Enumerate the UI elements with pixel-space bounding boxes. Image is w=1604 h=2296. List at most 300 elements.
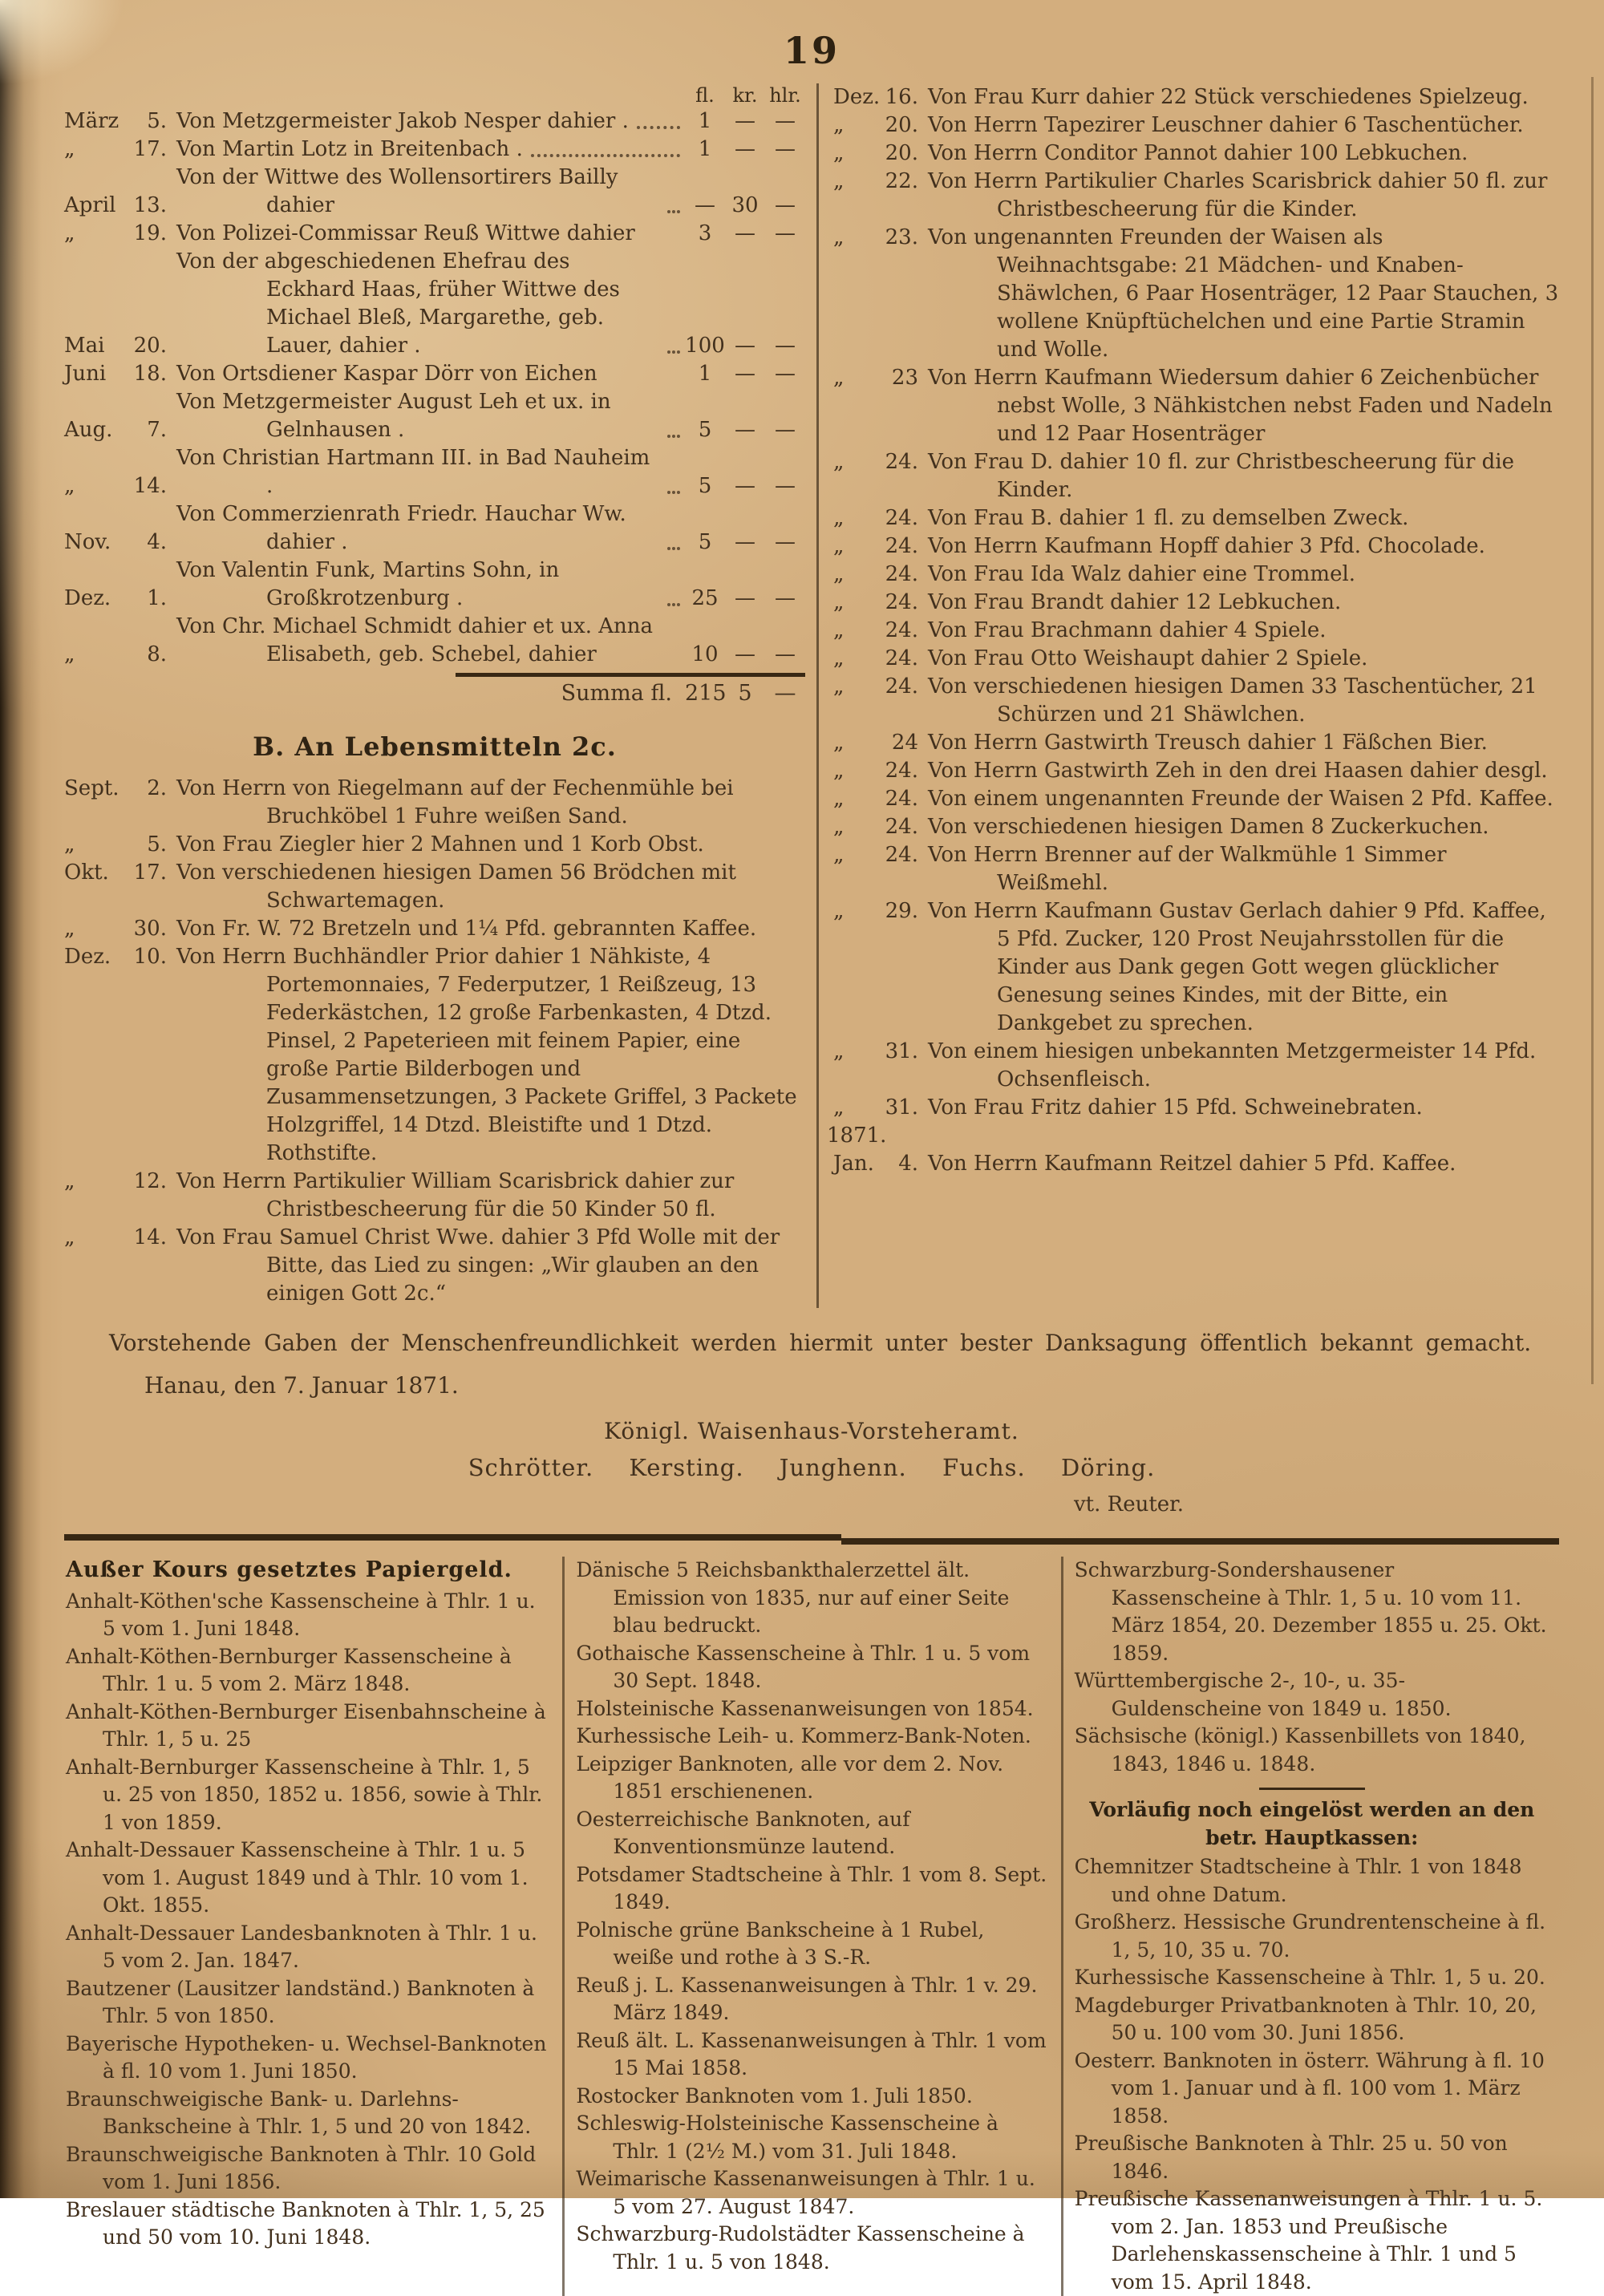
- donation-row: [64, 220, 805, 248]
- column-header-hlr: hlr.: [769, 84, 801, 107]
- paper-money-item: Reuß ält. L. Kassenanweisungen à Thlr. 1 vom 15 Mai 1858.: [576, 2028, 1047, 2079]
- donation-row: [64, 831, 805, 859]
- paper-money-item: Magdeburger Privatbanknoten à Thlr. 10, 20, 50 u. 100 vom 30. Juni 1856.: [1074, 1993, 1537, 2044]
- amount-hlr: —: [775, 418, 796, 442]
- donation-month: „: [833, 506, 845, 530]
- donation-text: Von Frau D. dahier 10 fl. zur Christbescheerung für die Kinder.: [928, 450, 1514, 502]
- donation-day: 20.: [885, 141, 918, 165]
- dot-leader: [667, 210, 680, 213]
- donation-text: Von Herrn Conditor Pannot dahier 100 Lebkuchen.: [928, 141, 1468, 165]
- section-b-title: B. An Lebensmitteln 2c.: [253, 731, 617, 762]
- donation-text: Von ungenannten Freunden der Waisen als Weihnachtsgabe: 21 Mädchen- und Knaben-Shäwlchen, 6 Paar Hosenträger, 12 Paar Stauchen, 3 wollene Knüpftüchelchen und eine Partie Stramin und Wolle.: [928, 225, 1559, 362]
- paper-money-item: Dänische 5 Reichsbankthalerzettel ält. Emission von 1835, nur auf einer Seite blau bedruckt.: [576, 1558, 1010, 1637]
- money-donation-list: [64, 107, 805, 669]
- donation-row: [833, 1150, 1559, 1178]
- donation-month: Aug.: [64, 418, 113, 442]
- paper-money-list-1: [66, 1588, 553, 2252]
- donation-month: „: [833, 366, 845, 390]
- amount-kr: —: [735, 334, 755, 358]
- donation-row: [833, 757, 1559, 785]
- donation-text: Von Herrn Partikulier William Scarisbrick dahier zur Christbescheerung für die 50 Kinder 50 fl.: [176, 1169, 735, 1221]
- donation-day: 24: [891, 731, 918, 755]
- paper-money-item: Rostocker Banknoten vom 1. Juli 1850.: [576, 2083, 973, 2108]
- donation-row: [833, 224, 1559, 364]
- donation-row: [64, 1168, 805, 1224]
- donation-month: „: [833, 562, 845, 586]
- donation-month: April: [64, 193, 116, 217]
- donation-day: 4.: [147, 530, 167, 554]
- donation-row: [833, 561, 1559, 589]
- amount-hlr: —: [775, 137, 796, 161]
- donation-amounts: [685, 416, 805, 444]
- amount-fl: 1: [698, 137, 712, 161]
- paper-money-item: Potsdamer Stadtscheine à Thlr. 1 vom 8. Sept. 1849.: [576, 1862, 1047, 1913]
- paper-money-item: Gothaische Kassenscheine à Thlr. 1 u. 5 vom 30 Sept. 1848.: [576, 1641, 1031, 1692]
- donation-month: „: [64, 474, 75, 498]
- donation-day: 7.: [147, 418, 167, 442]
- donation-month: „: [64, 917, 75, 941]
- amount-kr: 30: [731, 193, 759, 217]
- donation-day: 31.: [885, 1095, 918, 1120]
- donation-amounts: [685, 585, 805, 613]
- amount-hlr: —: [775, 642, 796, 666]
- donation-row: [833, 1038, 1559, 1094]
- amount-hlr: —: [775, 474, 796, 498]
- donation-text: Von Herrn Kaufmann Reitzel dahier 5 Pfd. Kaffee.: [928, 1152, 1456, 1176]
- donation-row-main: [64, 388, 685, 444]
- donation-text: Von Metzgermeister August Leh et ux. in Gelnhausen .: [176, 390, 611, 442]
- donation-text: Von Herrn Brenner auf der Walkmühle 1 Simmer Weißmehl.: [928, 843, 1447, 895]
- donation-day: 24.: [885, 759, 918, 783]
- paper-money-item: Sächsische (königl.) Kassenbillets von 1840, 1843, 1846 u. 1848.: [1074, 1724, 1526, 1776]
- amount-fl: 5: [698, 418, 712, 442]
- donation-text: Von Frau Ida Walz dahier eine Trommel.: [928, 562, 1356, 586]
- paper-money-item: Württembergische 2-, 10-, u. 35-Guldenscheine von 1849 u. 1850.: [1074, 1669, 1452, 1720]
- donation-row: [833, 813, 1559, 841]
- donation-month: „: [64, 137, 75, 161]
- donation-text: Von Polizei-Commissar Reuß Wittwe dahier: [176, 221, 635, 245]
- dot-leader: [667, 491, 680, 494]
- paper-money-item: Chemnitzer Stadtscheine à Thlr. 1 von 1848 und ohne Datum.: [1074, 1855, 1522, 1906]
- donation-row-main: [64, 136, 685, 164]
- donation-row: [833, 83, 1559, 111]
- donation-text: Von Herrn Gastwirth Zeh in den drei Haasen dahier desgl.: [928, 759, 1548, 783]
- countersign-line: vt. Reuter.: [1073, 1492, 1184, 1516]
- donation-text: Von Martin Lotz in Breitenbach .: [176, 137, 523, 161]
- donation-row: [833, 729, 1559, 757]
- paper-money-item: Reuß j. L. Kassenanweisungen à Thlr. 1 v. 29. März 1849.: [576, 1973, 1038, 2024]
- amount-hlr: —: [775, 530, 796, 554]
- donation-month: Dez.: [64, 945, 111, 969]
- paper-money-item: Kurhessische Leih- u. Kommerz-Bank-Noten.: [576, 1724, 1031, 1747]
- dot-leader: [667, 603, 680, 606]
- donation-month: „: [64, 642, 75, 666]
- paper-money-item: Weimarische Kassenanweisungen à Thlr. 1 u. 5 vom 27. August 1847.: [576, 2167, 1035, 2218]
- donation-row: [64, 164, 805, 220]
- amount-fl: 5: [698, 530, 712, 554]
- divider-segment-right: [841, 1538, 1559, 1545]
- donation-day: 24.: [885, 450, 918, 474]
- donation-text: Von Herrn Gastwirth Treusch dahier 1 Fäßchen Bier.: [928, 731, 1488, 755]
- donation-row: [833, 364, 1559, 448]
- donation-text: Von verschiedenen hiesigen Damen 8 Zuckerkuchen.: [928, 815, 1489, 839]
- donation-day: 5.: [147, 109, 167, 133]
- donation-month: „: [833, 225, 845, 249]
- donation-row: [833, 1094, 1559, 1122]
- donation-row: [833, 673, 1559, 729]
- donation-month: „: [833, 169, 845, 193]
- paper-money-title: Außer Kours gesetztes Papiergeld.: [66, 1557, 512, 1582]
- donation-row: [64, 1224, 805, 1308]
- donation-day: 30.: [133, 917, 167, 941]
- donation-amounts: [685, 360, 805, 388]
- donation-day: 10.: [133, 945, 167, 969]
- donation-row-main: [64, 557, 685, 613]
- paper-money-item: Polnische grüne Bankscheine à 1 Rubel, weiße und rothe à 3 S.-R.: [576, 1917, 985, 1969]
- donation-day: 31.: [885, 1039, 918, 1063]
- amount-fl: —: [695, 193, 715, 217]
- paper-money-item: Schleswig-Holsteinische Kassenscheine à Thlr. 1 (2½ M.) vom 31. Juli 1848.: [576, 2112, 998, 2163]
- donation-month: Okt.: [64, 860, 109, 885]
- donation-text: Von Commerzienrath Friedr. Hauchar Ww. dahier .: [176, 502, 626, 554]
- dot-leader: [667, 350, 680, 354]
- donation-row: [64, 388, 805, 444]
- donation-row-main: [64, 107, 685, 136]
- paper-money-col-3: [1061, 1557, 1559, 2296]
- summa-hlr: —: [774, 681, 796, 706]
- donation-day: 2.: [147, 776, 167, 800]
- paper-money-item: Preußische Kassenanweisungen à Thlr. 1 u. 5. vom 2. Jan. 1853 und Preußische Darlehenskassenscheine à Thlr. 1 und 5 vom 15. April 1848.: [1074, 2187, 1543, 2294]
- donation-row: [64, 360, 805, 388]
- donation-day: 20.: [133, 334, 167, 358]
- donation-amounts: [685, 332, 805, 360]
- amount-fl: 1: [698, 362, 712, 386]
- donation-day: 29.: [885, 899, 918, 923]
- paper-money-item: Leipziger Banknoten, alle vor dem 2. Nov. 1851 erschienenen.: [576, 1751, 1004, 1803]
- paper-money-item: Kurhessische Kassenscheine à Thlr. 1, 5 u. 20.: [1074, 1966, 1545, 1989]
- donation-month: „: [64, 221, 75, 245]
- donation-day: 22.: [885, 169, 918, 193]
- donation-day: 24.: [885, 646, 918, 670]
- donation-row: [833, 168, 1559, 224]
- donation-row: [833, 617, 1559, 645]
- paper-money-item: Schwarzburg-Rudolstädter Kassenscheine à Thlr. 1 u. 5 von 1848.: [576, 2222, 1025, 2274]
- donation-text: Von Herrn von Riegelmann auf der Fechenmühle bei Bruchköbel 1 Fuhre weißen Sand.: [176, 776, 734, 828]
- donation-row: [64, 500, 805, 557]
- donation-day: 24.: [885, 618, 918, 642]
- amount-hlr: —: [775, 334, 796, 358]
- amount-fl: 10: [691, 642, 719, 666]
- donation-text: Von Frau Kurr dahier 22 Stück verschiedenes Spielzeug.: [928, 85, 1529, 109]
- donation-month: „: [64, 1169, 75, 1193]
- donation-row-main: [64, 360, 685, 388]
- donation-month: „: [833, 787, 845, 811]
- donation-amounts: [685, 107, 805, 136]
- donation-row: [833, 532, 1559, 561]
- donation-day: 23.: [885, 225, 918, 249]
- donation-day: 14.: [133, 474, 167, 498]
- amount-kr: —: [735, 642, 755, 666]
- amount-fl: 1: [698, 109, 712, 133]
- donation-text: Von Herrn Kaufmann Wiedersum dahier 6 Zeichenbücher nebst Wolle, 3 Nähkistchen nebst Faden und Nadeln und 12 Paar Hosenträger: [928, 366, 1553, 446]
- donation-amounts: [685, 472, 805, 500]
- paper-money-col-2: [562, 1557, 1060, 2296]
- amount-hlr: —: [775, 586, 796, 610]
- paper-money-col-1: [64, 1557, 562, 2296]
- donation-row-main: [64, 613, 685, 669]
- paper-money-item: Oesterr. Banknoten in österr. Währung à fl. 10 vom 1. Januar und à fl. 100 vom 1. März 1858.: [1074, 2048, 1545, 2128]
- donation-day: 13.: [133, 193, 167, 217]
- page-number: 19: [783, 29, 840, 72]
- donation-amounts: [685, 192, 805, 220]
- donation-month: „: [833, 646, 845, 670]
- donation-row-main: [64, 220, 685, 248]
- office-line: Königl. Waisenhaus-Vorsteheramt.: [604, 1418, 1019, 1444]
- redeemable-subheading: Vorläufig noch eingelöst werden an den betr. Hauptkassen:: [1089, 1798, 1535, 1849]
- donation-row: [64, 136, 805, 164]
- donation-amounts: [685, 136, 805, 164]
- donation-text: Von Christian Hartmann III. in Bad Nauheim .: [176, 446, 650, 498]
- donation-day: 17.: [133, 860, 167, 885]
- place-date-line: Hanau, den 7. Januar 1871.: [144, 1372, 459, 1399]
- donation-text: Von Chr. Michael Schmidt dahier et ux. Anna Elisabeth, geb. Schebel, dahier: [176, 614, 654, 666]
- paper-money-item: Braunschweigische Bank- u. Darlehns-Bankscheine à Thlr. 1, 5 und 20 von 1842.: [66, 2087, 532, 2138]
- donation-month: „: [64, 832, 75, 856]
- donation-amounts: [685, 220, 805, 248]
- donation-row: [64, 444, 805, 500]
- paper-money-item: Braunschweigische Banknoten à Thlr. 10 Gold vom 1. Juni 1856.: [66, 2142, 537, 2193]
- donation-row: [64, 557, 805, 613]
- left-column: [64, 83, 816, 1308]
- donation-day: 24.: [885, 815, 918, 839]
- donation-month: „: [833, 899, 845, 923]
- donation-month: Jan.: [833, 1152, 874, 1176]
- donation-text: Von der Wittwe des Wollensortirers Bailly dahier: [176, 165, 618, 217]
- donation-row-main: [64, 500, 685, 557]
- donation-month: Dez.: [64, 586, 111, 610]
- donation-text: Von Herrn Kaufmann Hopff dahier 3 Pfd. Chocolade.: [928, 534, 1485, 558]
- amount-kr: —: [735, 530, 755, 554]
- paper-money-list-3a: [1075, 1557, 1549, 1778]
- donation-text: Von Frau Samuel Christ Wwe. dahier 3 Pfd Wolle mit der Bitte, das Lied zu singen: „Wir glauben an den einigen Gott 2c.“: [176, 1225, 780, 1306]
- donation-text: Von einem ungenannten Freunde der Waisen 2 Pfd. Kaffee.: [928, 787, 1553, 811]
- donation-month: Juni: [64, 362, 107, 386]
- donation-row: [833, 111, 1559, 140]
- amount-kr: —: [735, 137, 755, 161]
- paper-money-item: Anhalt-Dessauer Kassenscheine à Thlr. 1 u. 5 vom 1. August 1849 und à Thlr. 10 vom 1. Okt. 1855.: [66, 1838, 529, 1917]
- right-donation-list: [833, 83, 1559, 1122]
- year-marker: 1871.: [827, 1124, 887, 1148]
- donation-month: „: [833, 618, 845, 642]
- donation-text: Von Herrn Buchhändler Prior dahier 1 Nähkiste, 4 Portemonnaies, 7 Federputzer, 1 Reißzeug, 13 Federkästchen, 12 große Farbenkasten, 4 Dtzd. Pinsel, 2 Papeterieen mit feinem Papier, eine große Partie Bilderbogen und Zusammensetzungen, 3 Packete Griffel, 3 Packete Holzgriffel, 14 Dtzd. Bleistifte und 1 Dtzd. Rothstifte.: [176, 945, 797, 1165]
- donation-month: „: [833, 534, 845, 558]
- paper-money-item: Anhalt-Köthen'sche Kassenscheine à Thlr. 1 u. 5 vom 1. Juni 1848.: [66, 1589, 536, 1640]
- donation-month: „: [833, 450, 845, 474]
- amount-hlr: —: [775, 193, 796, 217]
- donation-text: Von der abgeschiedenen Ehefrau des Eckhard Haas, früher Wittwe des Michael Bleß, Margarethe, geb. Lauer, dahier .: [176, 249, 620, 358]
- donation-day: 16.: [885, 85, 918, 109]
- donation-row: [833, 140, 1559, 168]
- donation-month: „: [833, 113, 845, 137]
- amount-kr: —: [735, 474, 755, 498]
- summa-row: [64, 677, 805, 711]
- donation-month: „: [833, 141, 845, 165]
- donation-day: 24.: [885, 674, 918, 699]
- right-donation-list-1871: [833, 1150, 1559, 1178]
- donation-row: [64, 943, 805, 1168]
- section-divider-rule: [64, 1534, 1559, 1545]
- donation-day: 24.: [885, 506, 918, 530]
- signatures-line: Schrötter. Kersting. Junghenn. Fuchs. Döring.: [468, 1454, 1156, 1481]
- paper-money-item: Großherz. Hessische Grundrentenscheine à fl. 1, 5, 10, 35 u. 70.: [1074, 1910, 1546, 1962]
- donation-text: Von verschiedenen hiesigen Damen 56 Brödchen mit Schwartemagen.: [176, 860, 736, 913]
- donation-month: Mai: [64, 334, 105, 358]
- donation-text: Von Frau B. dahier 1 fl. zu demselben Zweck.: [928, 506, 1409, 530]
- donation-day: 23: [891, 366, 918, 390]
- donation-report: [64, 83, 1559, 1308]
- donation-month: „: [833, 590, 845, 614]
- paper-money-item: Bayerische Hypotheken- u. Wechsel-Banknoten à fl. 10 vom 1. Juni 1850.: [66, 2031, 547, 2083]
- dot-leader: [637, 126, 680, 129]
- paper-money-item: Anhalt-Bernburger Kassenscheine à Thlr. 1, 5 u. 25 von 1850, 1852 u. 1856, sowie à Thlr. 1 von 1859.: [66, 1755, 543, 1834]
- paper-money-notice: [64, 1557, 1559, 2296]
- donation-text: Von Frau Fritz dahier 15 Pfd. Schweinebraten.: [928, 1095, 1423, 1120]
- donation-day: 12.: [133, 1169, 167, 1193]
- donation-text: Von Frau Brachmann dahier 4 Spiele.: [928, 618, 1327, 642]
- paper-money-item: Anhalt-Köthen-Bernburger Eisenbahnscheine à Thlr. 1, 5 u. 25: [66, 1699, 546, 1751]
- amount-column-headers: [64, 83, 805, 107]
- amount-hlr: —: [775, 109, 796, 133]
- donation-day: 19.: [133, 221, 167, 245]
- paper-money-list-3b: [1075, 1853, 1549, 2296]
- donation-month: „: [833, 759, 845, 783]
- amount-kr: —: [735, 418, 755, 442]
- paper-money-item: Oesterreichische Banknoten, auf Konventionsmünze lautend.: [576, 1807, 910, 1858]
- summa-kr: 5: [738, 681, 752, 706]
- donation-month: „: [833, 731, 845, 755]
- amount-fl: 25: [691, 586, 719, 610]
- amount-kr: —: [735, 109, 755, 133]
- dot-leader: [667, 547, 680, 550]
- amount-fl: 5: [698, 474, 712, 498]
- donation-row-main: [64, 444, 685, 500]
- amount-kr: —: [735, 221, 755, 245]
- donation-row: [833, 589, 1559, 617]
- donation-row-main: [64, 164, 685, 220]
- paper-money-item: Holsteinische Kassenanweisungen von 1854.: [576, 1696, 1034, 1720]
- paper-money-list-2: [576, 1557, 1051, 2276]
- donation-month: „: [833, 674, 845, 699]
- donation-row: [833, 897, 1559, 1038]
- donation-day: 24.: [885, 562, 918, 586]
- donation-text: Von Herrn Tapezirer Leuschner dahier 6 Taschentücher.: [928, 113, 1524, 137]
- amount-hlr: —: [775, 221, 796, 245]
- donation-day: 24.: [885, 590, 918, 614]
- donation-row: [64, 775, 805, 831]
- donation-text: Von einem hiesigen unbekannten Metzgermeister 14 Pfd. Ochsenfleisch.: [928, 1039, 1537, 1091]
- closing-paragraph: Vorstehende Gaben der Menschenfreundlichkeit werden hiermit unter bester Danksagung öffentlich bekannt gemacht.: [109, 1330, 1532, 1356]
- section-b-list: [64, 775, 805, 1308]
- donation-row: [64, 613, 805, 669]
- donation-month: „: [833, 843, 845, 867]
- amount-kr: —: [735, 586, 755, 610]
- donation-day: 24.: [885, 787, 918, 811]
- donation-amounts: [685, 528, 805, 557]
- paper-money-item: Anhalt-Köthen-Bernburger Kassenscheine à Thlr. 1 u. 5 vom 2. März 1848.: [66, 1644, 512, 1695]
- column-header-fl: fl.: [695, 84, 715, 107]
- donation-month: „: [833, 815, 845, 839]
- donation-row: [64, 915, 805, 943]
- paper-money-item: Preußische Banknoten à Thlr. 25 u. 50 von 1846.: [1074, 2132, 1508, 2183]
- donation-text: Von Frau Brandt dahier 12 Lebkuchen.: [928, 590, 1342, 614]
- donation-month: „: [64, 1225, 75, 1249]
- paper-money-item: Breslauer städtische Banknoten à Thlr. 1, 5, 25 und 50 vom 10. Juni 1848.: [66, 2197, 545, 2249]
- amount-fl: 100: [685, 334, 725, 358]
- donation-text: Von Herrn Partikulier Charles Scarisbrick dahier 50 fl. zur Christbescheerung für die Kinder.: [928, 169, 1548, 221]
- amount-hlr: —: [775, 362, 796, 386]
- donation-day: 4.: [898, 1152, 918, 1176]
- paper-money-item: Anhalt-Dessauer Landesbanknoten à Thlr. 1 u. 5 vom 2. Jan. 1847.: [66, 1921, 537, 1972]
- dot-leader: [531, 154, 680, 157]
- right-column: [816, 83, 1559, 1308]
- donation-text: Von Herrn Kaufmann Gustav Gerlach dahier 9 Pfd. Kaffee, 5 Pfd. Zucker, 120 Prost Neujahrsstollen für die Kinder aus Dank gegen Gott wegen glücklicher Genesung seines Kindes, mit der Bitte, ein Dankgebet zu sprechen.: [928, 899, 1546, 1035]
- donation-text: Von Fr. W. 72 Bretzeln und 1¼ Pfd. gebrannten Kaffee.: [176, 917, 757, 941]
- donation-text: Von verschiedenen hiesigen Damen 33 Taschentücher, 21 Schürzen und 21 Shäwlchen.: [928, 674, 1537, 727]
- column-header-kr: kr.: [732, 84, 758, 107]
- page-edge-line: [1591, 77, 1594, 1384]
- donation-day: 24.: [885, 843, 918, 867]
- donation-month: Dez.: [833, 85, 881, 109]
- donation-row: [833, 785, 1559, 813]
- donation-day: 20.: [885, 113, 918, 137]
- donation-day: 8.: [147, 642, 167, 666]
- donation-row: [833, 645, 1559, 673]
- donation-day: 14.: [133, 1225, 167, 1249]
- summa-label: Summa fl.: [561, 681, 672, 706]
- amount-fl: 3: [698, 221, 712, 245]
- donation-text: Von Valentin Funk, Martins Sohn, in Großkrotzenburg .: [176, 558, 560, 610]
- donation-day: 24.: [885, 534, 918, 558]
- donation-text: Von Frau Ziegler hier 2 Mahnen und 1 Korb Obst.: [176, 832, 704, 856]
- paper-money-item: Schwarzburg-Sondershausener Kassenscheine à Thlr. 1, 5 u. 10 vom 11. März 1854, 20. Dezember 1855 u. 25. Okt. 1859.: [1074, 1558, 1547, 1665]
- donation-row: [833, 448, 1559, 504]
- donation-row: [64, 107, 805, 136]
- dot-leader: [667, 435, 680, 438]
- donation-row: [833, 841, 1559, 897]
- donation-month: „: [833, 1039, 845, 1063]
- donation-text: Von Metzgermeister Jakob Nesper dahier .: [176, 109, 629, 133]
- paper-money-item: Bautzener (Lausitzer landständ.) Banknoten à Thlr. 5 von 1850.: [66, 1976, 535, 2027]
- donation-day: 5.: [147, 832, 167, 856]
- donation-month: Sept.: [64, 776, 119, 800]
- donation-row: [64, 859, 805, 915]
- donation-row: [64, 248, 805, 360]
- amount-kr: —: [735, 362, 755, 386]
- donation-month: „: [833, 1095, 845, 1120]
- donation-day: 18.: [133, 362, 167, 386]
- donation-text: Von Ortsdiener Kaspar Dörr von Eichen: [176, 362, 597, 386]
- donation-month: Nov.: [64, 530, 111, 554]
- subsection-rule: [1259, 1788, 1365, 1790]
- donation-month: März: [64, 109, 119, 133]
- donation-row-main: [64, 248, 685, 360]
- donation-row: [833, 504, 1559, 532]
- donation-day: 1.: [147, 586, 167, 610]
- donation-day: 17.: [133, 137, 167, 161]
- divider-segment-left: [64, 1534, 841, 1541]
- summa-fl: 215: [685, 681, 727, 706]
- donation-amounts: [685, 641, 805, 669]
